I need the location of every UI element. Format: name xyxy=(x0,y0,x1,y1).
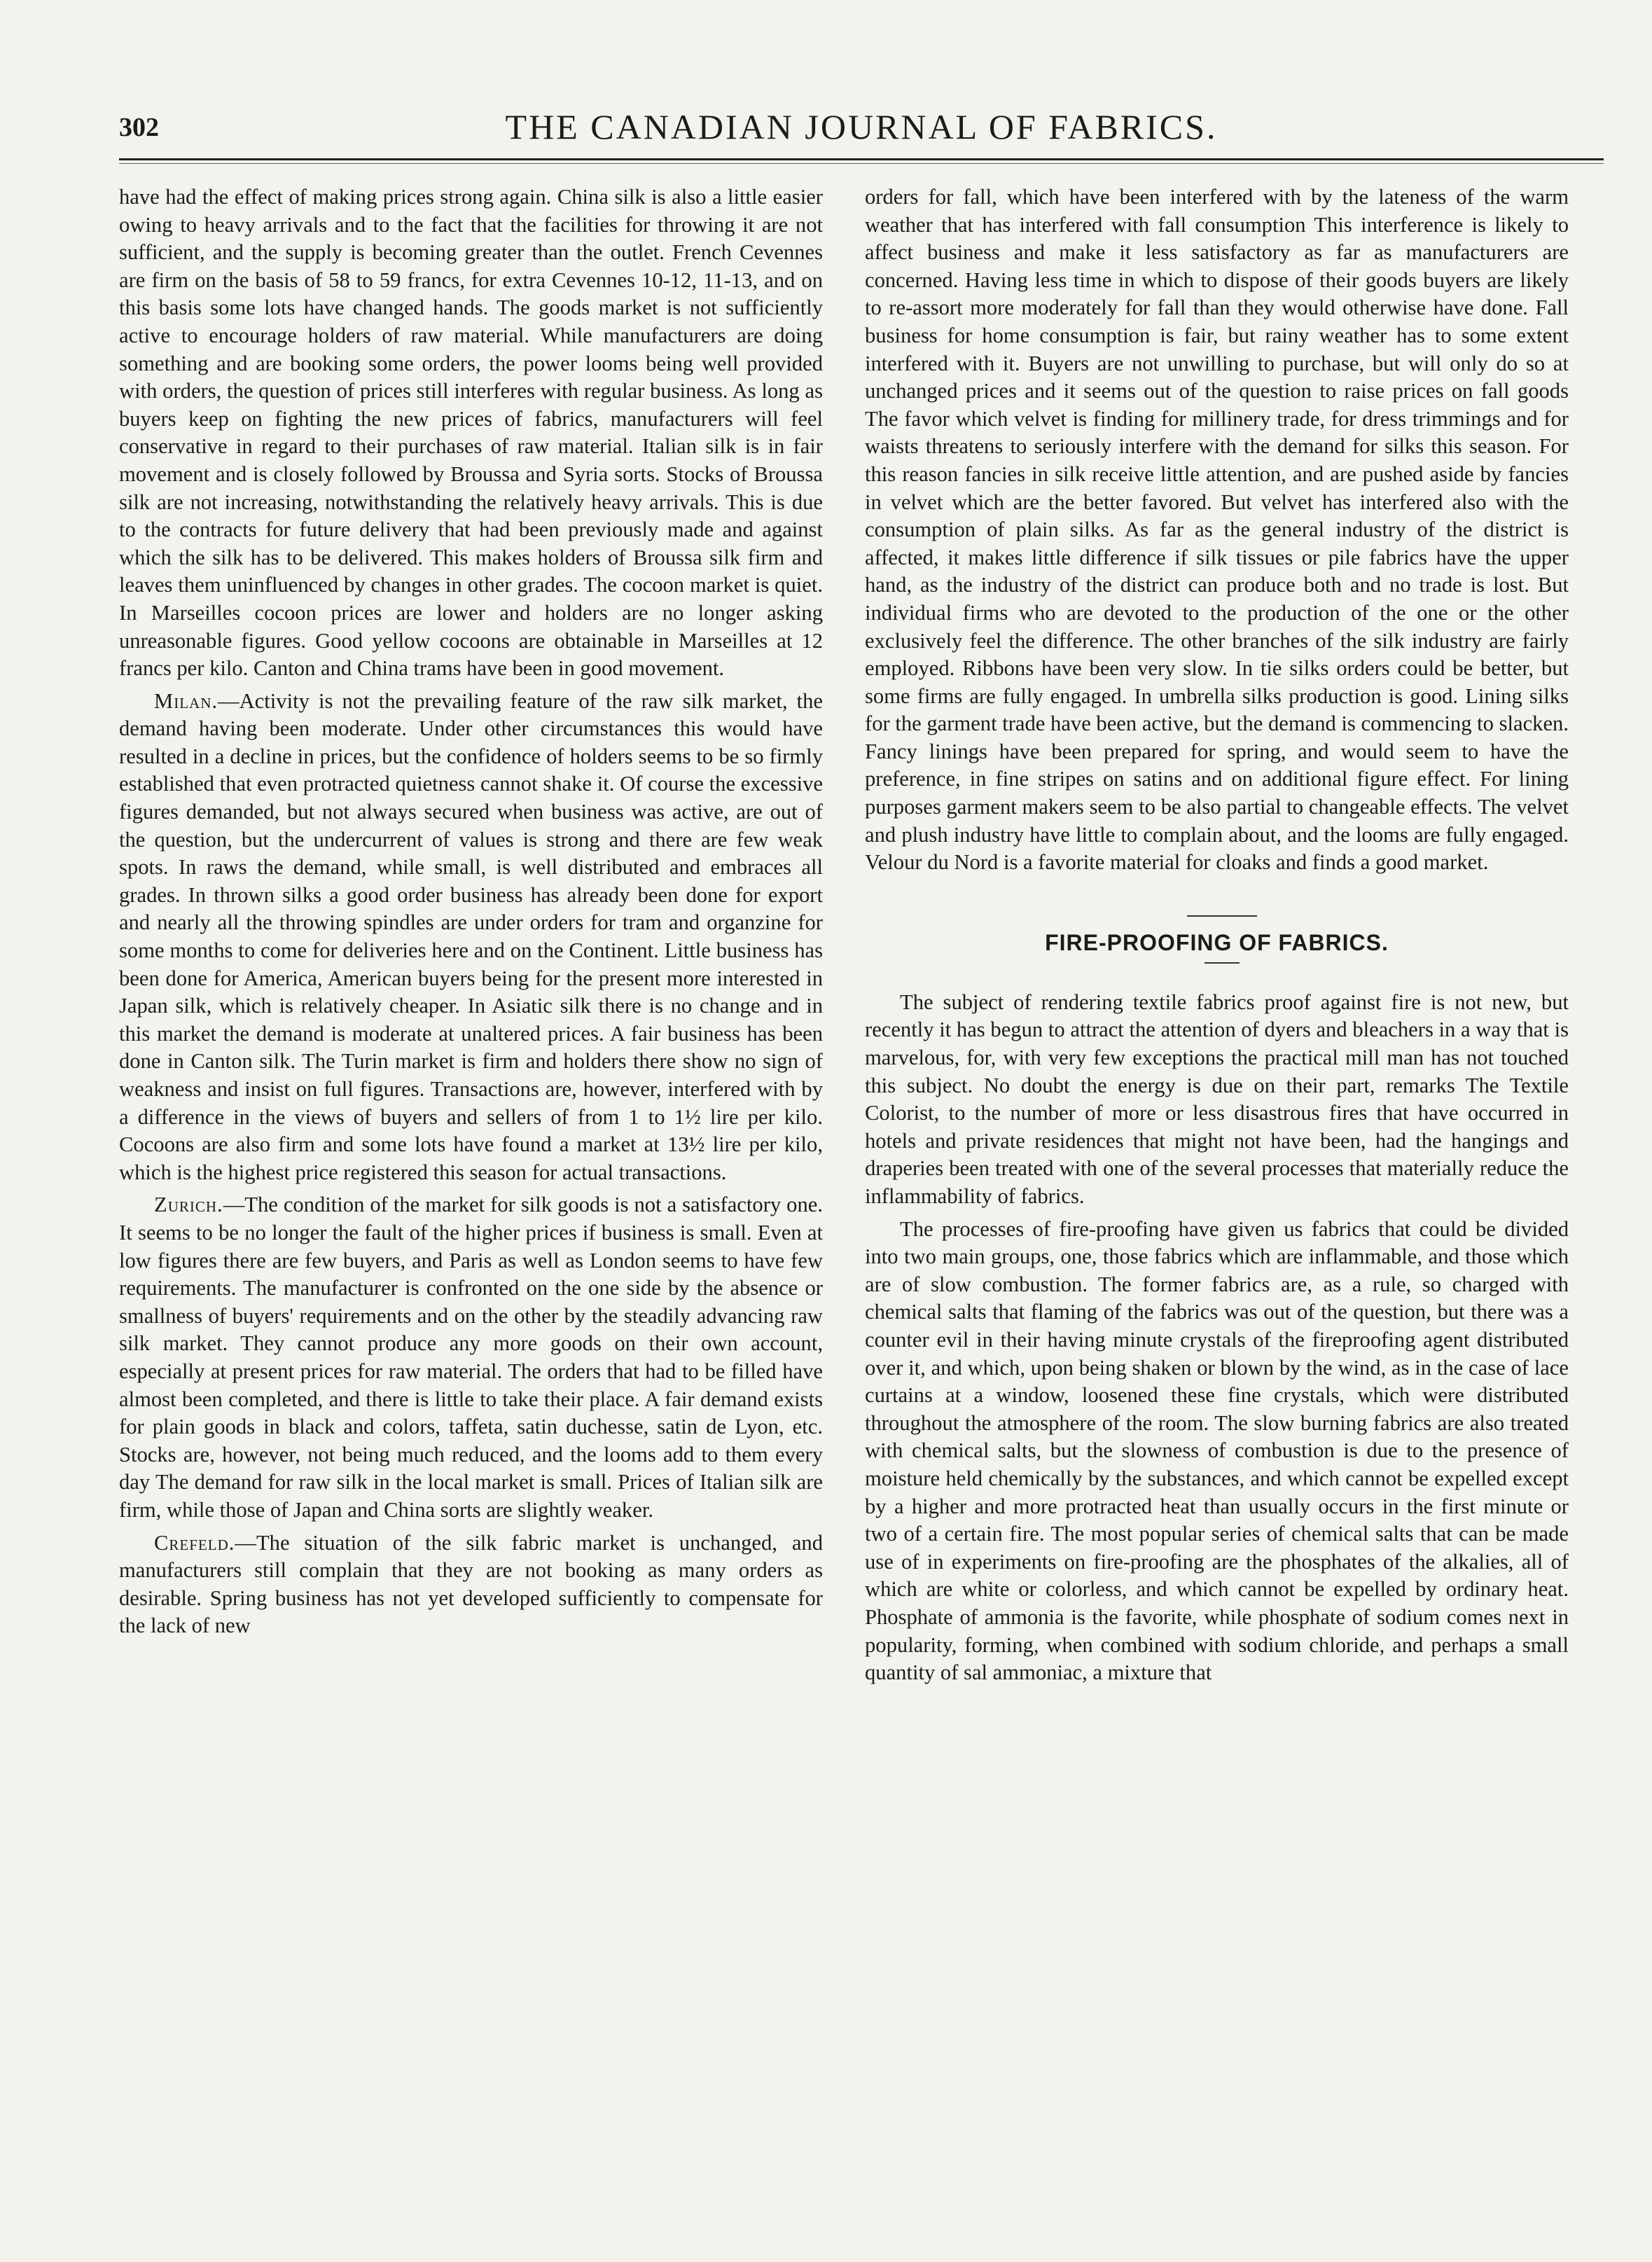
paragraph-milan xyxy=(119,688,823,1187)
paragraph-silk-markets: have had the effect of making prices strong again. China silk is also a little easier owing to heavy arrivals and to the fact that the facilities for throwing it are not sufficient, and the supply is becoming greater than the outlet. French Cevennes are firm on the basis of 58 to 59 francs, for extra Cevennes 10-12, 11-13, and on this basis some lots have changed hands. The goods market is not sufficiently active to encourage holders of raw material. While manufacturers are doing something and are booking some orders, the power looms being well provided with orders, the question of prices still interferes with regular business. As long as buyers keep on fighting the new prices of fabrics, manufacturers will feel conservative in regard to their purchases of raw material. Italian silk is in fair movement and is closely followed by Broussa and Syria sorts. Stocks of Broussa silk are not increasing, notwithstanding the relatively heavy arrivals. This is due to the contracts for future delivery that had been previously made and against which the silk has to be delivered. This makes holders of Broussa silk firm and leaves them uninfluenced by changes in other grades. The cocoon market is quiet. In Marseilles cocoon prices are lower and holders are no longer asking unreasonable figures. Good yellow cocoons are obtainable in Marseilles at 12 francs per kilo. Canton and China trams have been in good movement. xyxy=(119,185,823,681)
zurich-text: —The condition of the market for silk goods is not a satisfactory one. It seems to be no longer the fault of the higher prices if business is small. Even at low figures there are few buyers, and Paris as well as London seems to have few requirements. The manufacturer is confronted on the one side by the absence or smallness of buyers' requirements and on the other by the steadily advancing raw silk market. They cannot produce any more goods on their own account, especially at present prices for raw material. The orders that had to be filled have almost been completed, and there is little to take their place. A fair demand exists for plain goods in black and colors, taffeta, satin duchesse, satin de Lyon, etc. Stocks are, however, not being much reduced, and the looms add to them every day The demand for raw silk in the local market is small. Prices of Italian silk are firm, while those of Japan and China sorts are slightly weaker. xyxy=(119,1193,823,1522)
section-heading-block xyxy=(865,877,1569,989)
paragraph-crefeld-continued: orders for fall, which have been interfered with by the lateness of the warm weather that has interfered with fall consumption This interference is likely to affect business and make it less satisfactory as far as manufacturers are concerned. Having less time in which to dispose of their goods buyers are likely to re-assort more moderately for fall than they would otherwise have done. Fall business for home consumption is fair, but rainy weather has to some extent interfered with it. Buyers are not unwilling to purchase, but will only do so at unchanged prices and it seems out of the question to raise prices on fall goods The favor which velvet is finding for millinery trade, for dress trimmings and for waists threatens to seriously interfere with the demand for silks this season. For this reason fancies in silk receive little attention, and are pushed aside by fancies in velvet which are the better favored. But velvet has interfered also with the consumption of plain silks. As far as the general industry of the district is affected, it makes little difference if silk tissues or pile fabrics have the upper hand, as the industry of the district can produce both and no trade is lost. But individual firms who are devoted to the production of the one or the other exclusively feel the difference. The other branches of the silk industry are fairly employed. Ribbons have been very slow. In tie silks orders could be better, but some firms are fully engaged. In umbrella silks production is good. Lining silks for the garment trade have been active, but the demand is commencing to slacken. Fancy linings have been prepared for spring, and would seem to have the preference, in fine stripes on satins and on additional figure effect. For lining purposes garment makers seem to be also partial to changeable effects. The velvet and plush industry have little to complain about, and the looms are fully engaged. Velour du Nord is a favorite material for cloaks and finds a good market. xyxy=(865,185,1569,875)
right-column xyxy=(865,183,1569,1687)
section-rule-top xyxy=(1187,915,1257,917)
crefeld-text: —The situation of the silk fabric market is unchanged, and manufacturers still complain that they are not booking as many orders as desirable. Spring business has not yet developed sufficiently to compensate for the lack of new xyxy=(119,1530,823,1638)
header-rule-thin xyxy=(119,163,1604,164)
milan-lead: Milan. xyxy=(154,688,218,713)
milan-text: —Activity is not the prevailing feature of the raw silk market, the demand having been moderate. Under other circumstances this would have resulted in a decline in prices, but the confidence of holders seems to be so firmly established that even protracted quietness cannot shake it. Of course the excessive figures demanded, but not always secured when business was active, are out of the question, but the undercurrent of values is strong and there are few weak spots. In raws the demand, while small, is well distributed and embraces all grades. In thrown silks a good order business has already been done for export and nearly all the throwing spindles are under orders for tram and organzine for some months to come for deliveries here and on the Continent. Little business has been done for America, American buyers being for the present more interested in Japan silk, which is relatively cheaper. In Asiatic silk there is no change and in this market the demand is moderate at unaltered prices. A fair business has been done in Canton silk. The Turin market is firm and holders there show no sign of weakness and insist on full figures. Transactions are, however, interfered with by a difference in the views of buyers and sellers of from 1 to 1½ lire per kilo. Cocoons are also firm and some lots have found a market at 13½ lire per kilo, which is the highest price registered this season for actual transactions. xyxy=(119,688,823,1184)
paragraph-zurich xyxy=(119,1191,823,1524)
paragraph-fireproofing-intro: The subject of rendering textile fabrics proof against fire is not new, but recently it has begun to attract the attention of dyers and bleachers in a way that is marvelous, for, with very few exceptions the practical mill man has not touched this subject. No doubt the energy is due on their part, remarks The Textile Colorist, to the number of more or less disastrous fires that have occurred in hotels and private residences that might not have been, had the hangings and draperies been treated with one of the several processes that materially reduce the inflammability of fabrics. xyxy=(865,990,1569,1208)
page-header xyxy=(119,106,1604,155)
paragraph-fireproofing-processes: The processes of fire-proofing have given us fabrics that could be divided into two main groups, one, those fabrics which are inflammable, and those which are of slow combustion. The former fabrics are, as a rule, so charged with chemical salts that flaming of the fabrics was out of the question, but there was a counter evil in their having minute crystals of the fireproofing agent distributed over it, and which, upon being shaken or blown by the wind, as in the case of lace curtains at a window, loosened these fine crystals, which were distributed throughout the atmosphere of the room. The slow burning fabrics are also treated with chemical salts, but the slowness of combustion is due to the presence of moisture held chemically by the substances, and which cannot be expelled except by a higher and more protracted heat than usually occurs in the first minute or two of a certain fire. The most popular series of chemical salts that can be made use of in experiments on fire-proofing are the phosphates of the alkalies, all of which are white or colorless, and which cannot be expelled by ordinary heat. Phosphate of ammonia is the favorite, while phosphate of sodium comes next in popularity, forming, when combined with sodium chloride, and perhaps a small quantity of sal ammoniac, a mixture that xyxy=(865,1216,1569,1685)
section-rule-bottom xyxy=(1205,962,1240,964)
paragraph-crefeld xyxy=(119,1529,823,1640)
page-number: 302 xyxy=(119,113,159,142)
header-rule xyxy=(119,158,1604,160)
zurich-lead: Zurich. xyxy=(154,1193,223,1217)
journal-title: THE CANADIAN JOURNAL OF FABRICS. xyxy=(505,107,1218,146)
left-column xyxy=(119,183,823,1640)
crefeld-lead: Crefeld. xyxy=(154,1530,235,1555)
section-title: FIRE-PROOFING OF FABRICS. xyxy=(1045,929,1389,955)
